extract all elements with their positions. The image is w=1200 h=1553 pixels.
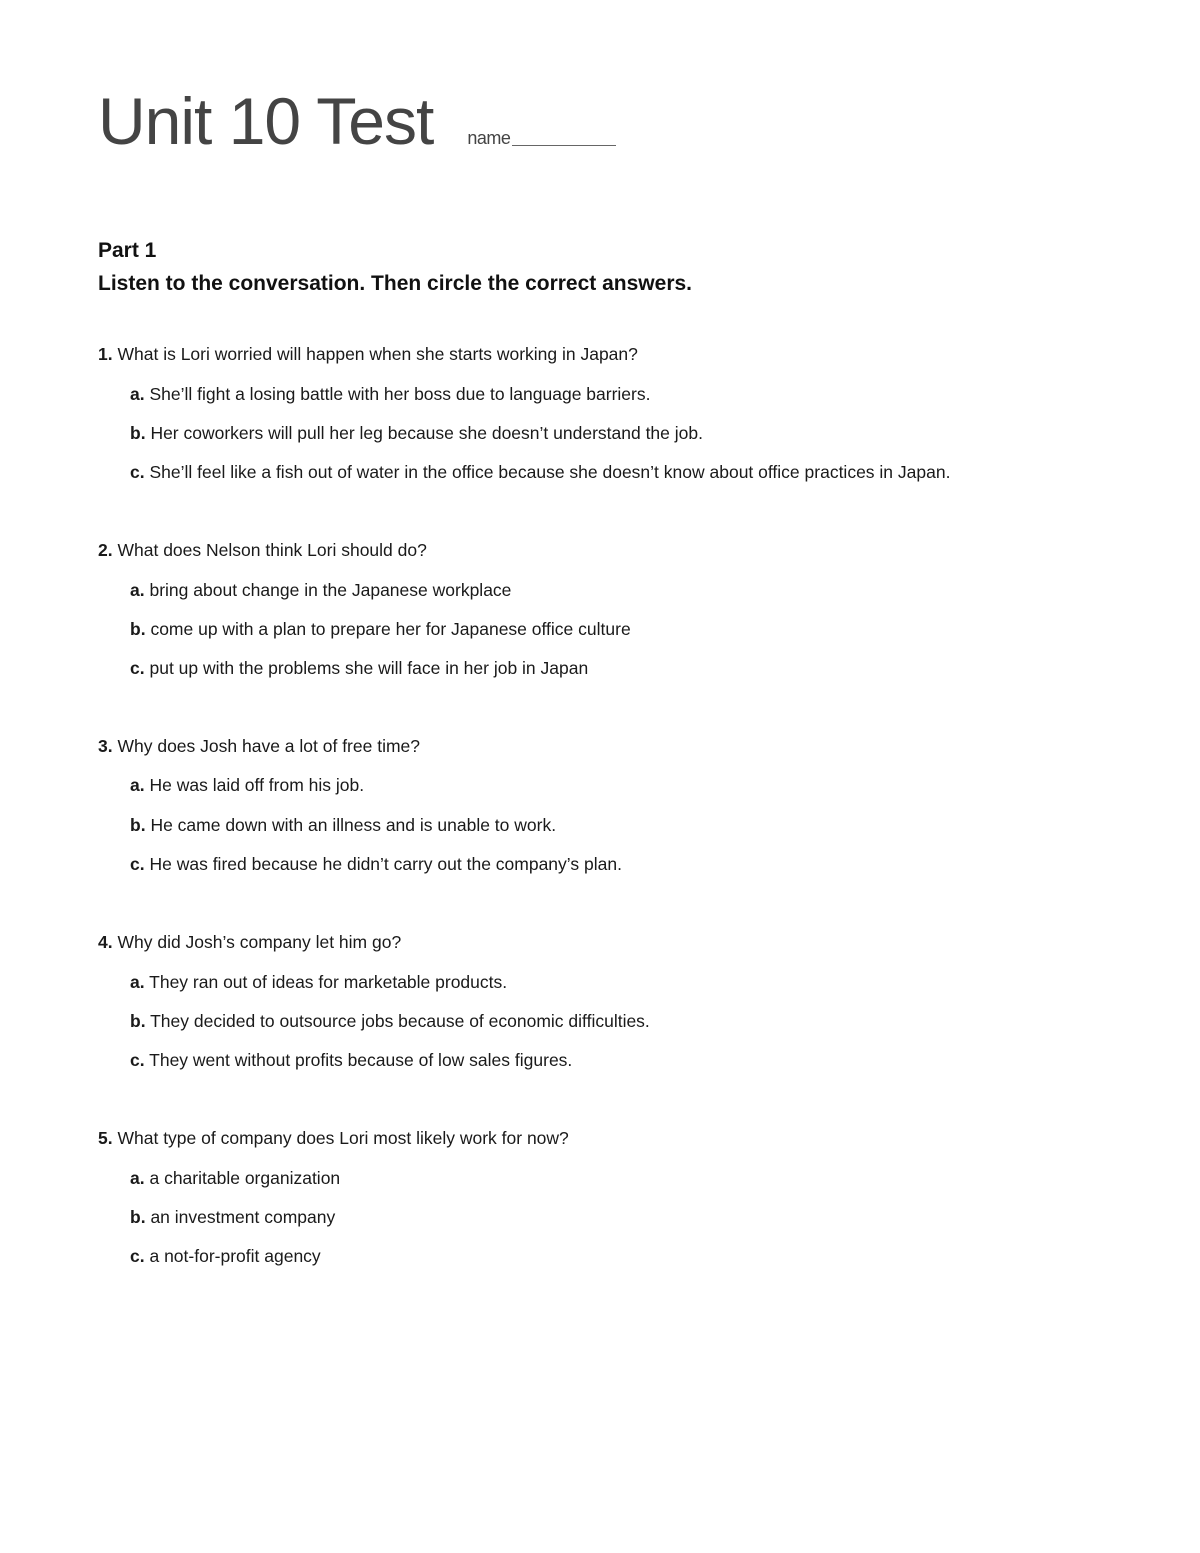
option-text: come up with a plan to prepare her for Japanese office culture <box>150 619 631 639</box>
question-text: Why did Josh’s company let him go? <box>117 932 402 952</box>
question-1 <box>98 344 638 365</box>
option-letter: b. <box>130 1207 146 1227</box>
option-text: He was laid off from his job. <box>149 775 365 795</box>
option-text: She’ll feel like a fish out of water in the office because she doesn’t know about office practices in Japan. <box>149 462 951 482</box>
option-letter: a. <box>130 775 145 795</box>
question-2-option-a[interactable] <box>130 580 511 601</box>
question-5-option-a[interactable] <box>130 1168 340 1189</box>
question-number: 5. <box>98 1128 113 1148</box>
option-letter: c. <box>130 658 145 678</box>
option-letter: c. <box>130 462 145 482</box>
option-text: He was fired because he didn’t carry out the company’s plan. <box>149 854 622 874</box>
option-text: bring about change in the Japanese workplace <box>149 580 512 600</box>
option-text: Her coworkers will pull her leg because she doesn’t understand the job. <box>150 423 703 443</box>
option-text: They ran out of ideas for marketable products. <box>149 972 508 992</box>
question-2-option-b[interactable] <box>130 619 631 640</box>
option-letter: b. <box>130 423 146 443</box>
question-4-option-c[interactable] <box>130 1050 572 1071</box>
option-letter: c. <box>130 854 145 874</box>
question-2-option-c[interactable] <box>130 658 588 679</box>
question-3-option-c[interactable] <box>130 854 622 875</box>
option-letter: a. <box>130 1168 145 1188</box>
option-letter: a. <box>130 972 145 992</box>
question-1-option-c[interactable] <box>130 462 950 483</box>
question-2 <box>98 540 427 561</box>
option-text: She’ll fight a losing battle with her boss due to language barriers. <box>149 384 651 404</box>
question-4 <box>98 932 401 953</box>
option-letter: b. <box>130 619 146 639</box>
question-text: What type of company does Lori most likely work for now? <box>117 1128 569 1148</box>
question-5 <box>98 1128 569 1149</box>
option-letter: c. <box>130 1050 145 1070</box>
name-blank-line <box>512 145 616 146</box>
part-heading: Part 1 <box>98 239 157 262</box>
name-label: name <box>467 128 511 148</box>
option-text: an investment company <box>150 1207 336 1227</box>
option-text: They went without profits because of low sales figures. <box>149 1050 573 1070</box>
option-text: put up with the problems she will face in her job in Japan <box>149 658 589 678</box>
question-1-option-a[interactable] <box>130 384 650 405</box>
option-text: They decided to outsource jobs because of economic difficulties. <box>150 1011 650 1031</box>
question-number: 1. <box>98 344 113 364</box>
option-letter: c. <box>130 1246 145 1266</box>
page-title: Unit 10 Test <box>98 84 434 158</box>
option-text: He came down with an illness and is unable to work. <box>150 815 557 835</box>
question-text: What is Lori worried will happen when she starts working in Japan? <box>117 344 638 364</box>
question-5-option-b[interactable] <box>130 1207 335 1228</box>
part-instructions: Listen to the conversation. Then circle the correct answers. <box>98 272 693 295</box>
question-1-option-b[interactable] <box>130 423 703 444</box>
option-letter: b. <box>130 1011 146 1031</box>
question-text: Why does Josh have a lot of free time? <box>117 736 421 756</box>
option-letter: b. <box>130 815 146 835</box>
question-3 <box>98 736 420 757</box>
question-3-option-a[interactable] <box>130 775 364 796</box>
question-number: 3. <box>98 736 113 756</box>
title-row <box>98 84 616 158</box>
question-text: What does Nelson think Lori should do? <box>117 540 427 560</box>
option-letter: a. <box>130 580 145 600</box>
option-text: a charitable organization <box>149 1168 341 1188</box>
option-letter: a. <box>130 384 145 404</box>
question-4-option-b[interactable] <box>130 1011 650 1032</box>
question-4-option-a[interactable] <box>130 972 507 993</box>
question-5-option-c[interactable] <box>130 1246 321 1267</box>
question-number: 4. <box>98 932 113 952</box>
option-text: a not-for-profit agency <box>149 1246 321 1266</box>
question-number: 2. <box>98 540 113 560</box>
question-3-option-b[interactable] <box>130 815 556 836</box>
